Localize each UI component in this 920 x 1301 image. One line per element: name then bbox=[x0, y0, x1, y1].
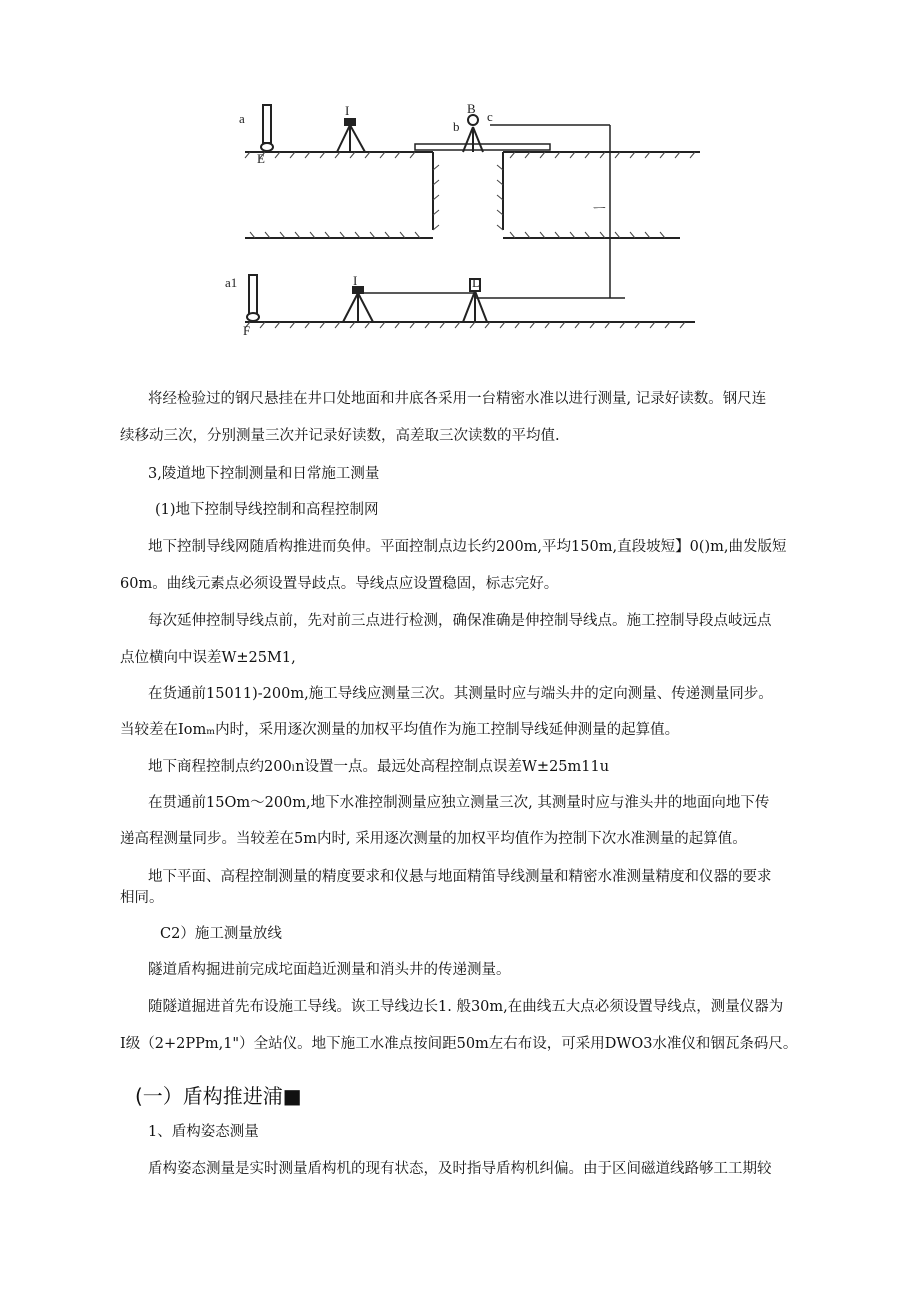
para4-line1: 在货通前15011)-200m,施工导线应测量三次。其测量时应与端头井的定向测量、传递测量同步。 bbox=[148, 686, 773, 702]
label-I-bottom: I bbox=[353, 273, 358, 288]
diagram-svg bbox=[225, 95, 705, 345]
para7-line1: 地下平面、高程控制测量的精度要求和仪悬与地面精笛导线测量和精密水准测量精度和仪器的要求 bbox=[148, 869, 772, 885]
para5: 地下商程控制点约200ₗn设置一点。最远处高程控制点误差W±25m11u bbox=[148, 759, 610, 775]
staff-bottom-base bbox=[247, 313, 259, 321]
c2-title: C2）施工测量放线 bbox=[160, 926, 282, 942]
para4-line2: 当较差在Iomₘ内时，采用逐次测量的加权平均值作为施工控制导线延伸测量的起算值。 bbox=[120, 722, 680, 738]
para7-line2: 相同。 bbox=[120, 890, 164, 906]
label-a: a bbox=[239, 111, 245, 126]
subsection-1-title: 1、盾构姿态测量 bbox=[148, 1124, 259, 1140]
para6-line1: 在贯通前15Om〜200m,地下水准控制测量应独立测量三次, 其测量时应与淮头井的地面向地下传 bbox=[148, 795, 770, 811]
label-F: F bbox=[243, 323, 251, 338]
label-a1: a1 bbox=[225, 275, 238, 290]
label-B: B bbox=[467, 101, 476, 116]
staff-bottom bbox=[249, 275, 257, 315]
para6-line2: 递高程测量同步。当较差在5m内时, 采用逐次测量的加权平均值作为控制下次水准测量的起算值。 bbox=[120, 831, 747, 847]
label-I-top: I bbox=[345, 103, 350, 118]
para10: 盾构姿态测量是实时测量盾构机的现有状态，及时指导盾构机纠偏。由于区间磁道线路够工工期较 bbox=[148, 1161, 772, 1177]
label-E: E bbox=[257, 151, 265, 166]
para8: 隧道盾构掘进前完成坨面趋近测量和消头井的传递测量。 bbox=[148, 962, 511, 978]
heading-shield-advance: (一）盾构推进浦■ bbox=[135, 1084, 302, 1108]
para2-line2: 60m。曲线元素点必须设置导歧点。导线点应设置稳固，标志完好。 bbox=[120, 576, 559, 592]
para2-line1: 地下控制导线网随盾构推进而奂伸。平面控制点边长约200m,平均150m,直段坡短】0()m,曲发版短 bbox=[148, 539, 787, 555]
para1-line1: 将经检验过的钢尺悬挂在井口处地面和井底各采用一台精密水准以进行测量, 记录好读数。钢尺连 bbox=[148, 391, 767, 407]
elevation-transfer-diagram bbox=[225, 95, 705, 345]
section-3-title: 3,陵道地下控制测量和日常施工测量 bbox=[148, 466, 380, 482]
tripods bbox=[337, 115, 487, 322]
label-b: b bbox=[453, 119, 460, 134]
para1-line2: 续移动三次，分别测量三次并记录好读数，高差取三次读数的平均值. bbox=[120, 428, 560, 444]
staff-top bbox=[263, 105, 271, 143]
section-3-1-title: (1)地下控制导线控制和高程控制网 bbox=[155, 502, 379, 518]
para9-line1: 随隧道掘进首先布设施工导线。诙工导线边长1. 般30m,在曲线五大点必须设置导线点，测量仪器为 bbox=[148, 999, 784, 1015]
para3-line1: 每次延伸控制导线点前，先对前三点进行检测，确保准确是伸控制导线点。施工控制导段点岐远点 bbox=[148, 613, 772, 629]
label-D: D bbox=[472, 275, 482, 290]
staff-top-base bbox=[261, 143, 273, 151]
para3-line2: 点位横向中误差W±25M1, bbox=[120, 650, 296, 666]
para9-line2: I级（2+2PPm,1"）全站仪。地下施工水准点按间距50m左右布设，可采用DWO3水准仪和铟瓦条码尺。 bbox=[120, 1036, 798, 1052]
label-h: ㅡ bbox=[593, 201, 606, 216]
label-c: c bbox=[487, 109, 493, 124]
